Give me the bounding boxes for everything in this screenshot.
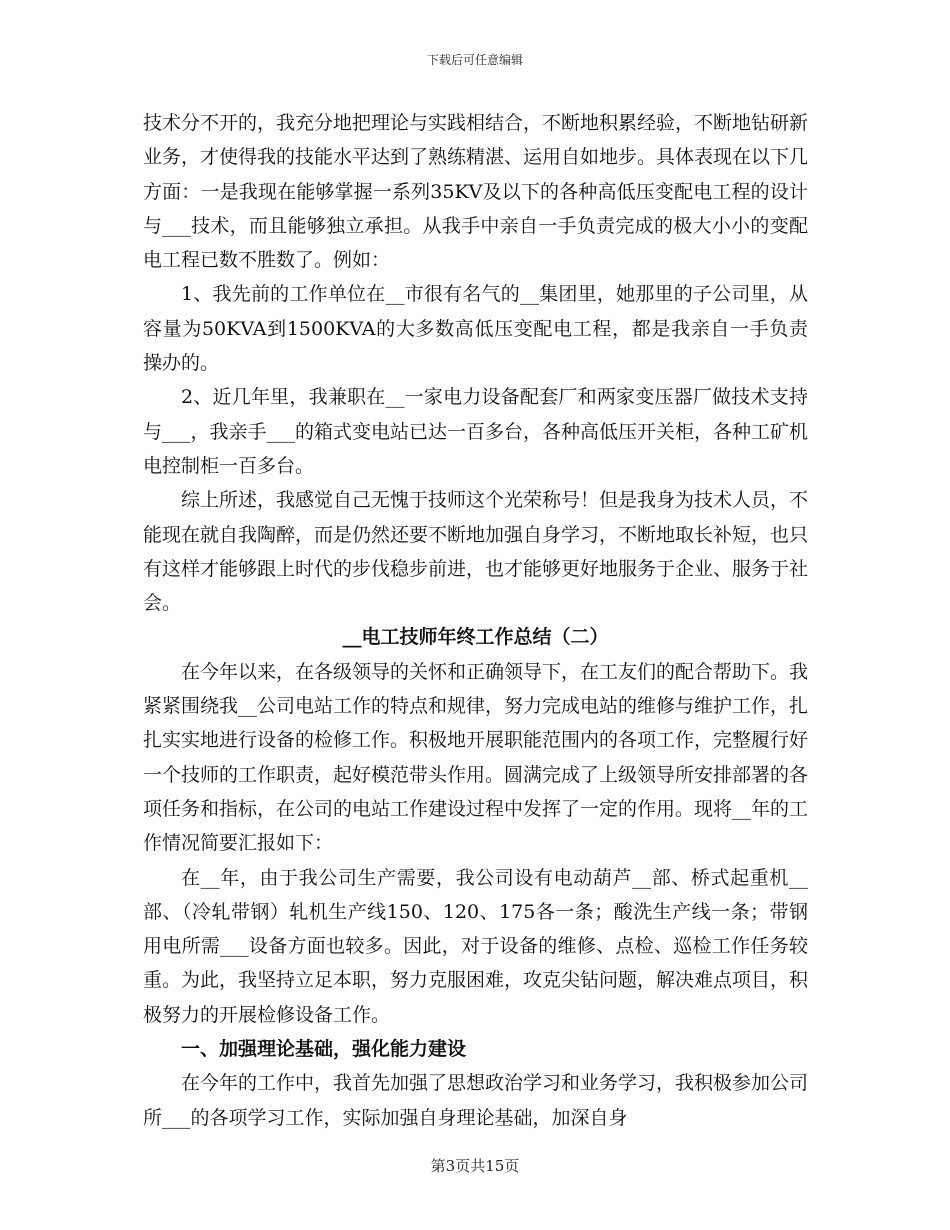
page-header: 下载后可任意编辑 bbox=[426, 53, 523, 67]
paragraph-summary: 综上所述，我感觉自己无愧于技师这个光荣称号！但是我身为技术人员，不能现在就自我陶醉，而是仍然还要不断地加强自身学习，不断地取长补短，也只有这样才能够跟上时代的步伐稳步前进，也才能够更好地服务于企业、服务于社会。 bbox=[143, 489, 809, 615]
paragraph-item-2: 2、近几年里，我兼职在__一家电力设备配套厂和两家变压器厂做技术支持与___，我亲手___的箱式变电站已达一百多台，各种高低压开关柜，各种工矿机电控制柜一百多台。 bbox=[143, 386, 809, 477]
paragraph-item-1: 1、我先前的工作单位在__市很有名气的__集团里，她那里的子公司里，从容量为50KVA到1500KVA的大多数高低压变配电工程，都是我亲自一手负责操办的。 bbox=[143, 283, 808, 375]
page-number: 第3页共15页 bbox=[430, 1157, 520, 1175]
paragraph-intro: 在今年以来，在各级领导的关怀和正确领导下，在工友们的配合帮助下。我紧紧围绕我__公司电站工作的特点和规律，努力完成电站的维修与维护工作，扎扎实实地进行设备的检修工作。积极地开展职能范围内的各项工作，完整履行好一个技师的工作职责，起好模范带头作用。圆满完成了上级领导所安排部署的各项任务和指标，在公司的电站工作建设过程中发挥了一定的作用。现将__年的工作情况简要汇报如下： bbox=[143, 660, 809, 855]
paragraph-study: 在今年的工作中，我首先加强了思想政治学习和业务学习，我积极参加公司所___的各项学习工作，实际加强自身理论基础，加深自身 bbox=[143, 1072, 809, 1129]
paragraph-equipment: 在__年，由于我公司生产需要，我公司设有电动葫芦__部、桥式起重机__部、（冷轧带钢）轧机生产线150、120、175各一条；酸洗生产线一条；带钢用电所需___设备方面也较多。因此，对于设备的维修、点检、巡检工作任务较重。为此，我坚持立足本职，努力克服困难，攻克尖钻问题，解决难点项目，积极努力的开展检修设备工作。 bbox=[143, 866, 809, 1026]
document-body bbox=[143, 106, 808, 1135]
paragraph-continued: 技术分不开的，我充分地把理论与实践相结合，不断地积累经验，不断地钻研新业务，才使得我的技能水平达到了熟练精湛、运用自如地步。具体表现在以下几方面：一是我现在能够掌握一系列35KV及以下的各种高低压变配电工程的设计与___技术，而且能够独立承担。从我手中亲自一手负责完成的极大小小的变配电工程已数不胜数了。例如： bbox=[143, 112, 809, 272]
subheading: 一、加强理论基础，强化能力建设 bbox=[181, 1038, 467, 1061]
section-title: __电工技师年终工作总结（二） bbox=[342, 626, 609, 649]
